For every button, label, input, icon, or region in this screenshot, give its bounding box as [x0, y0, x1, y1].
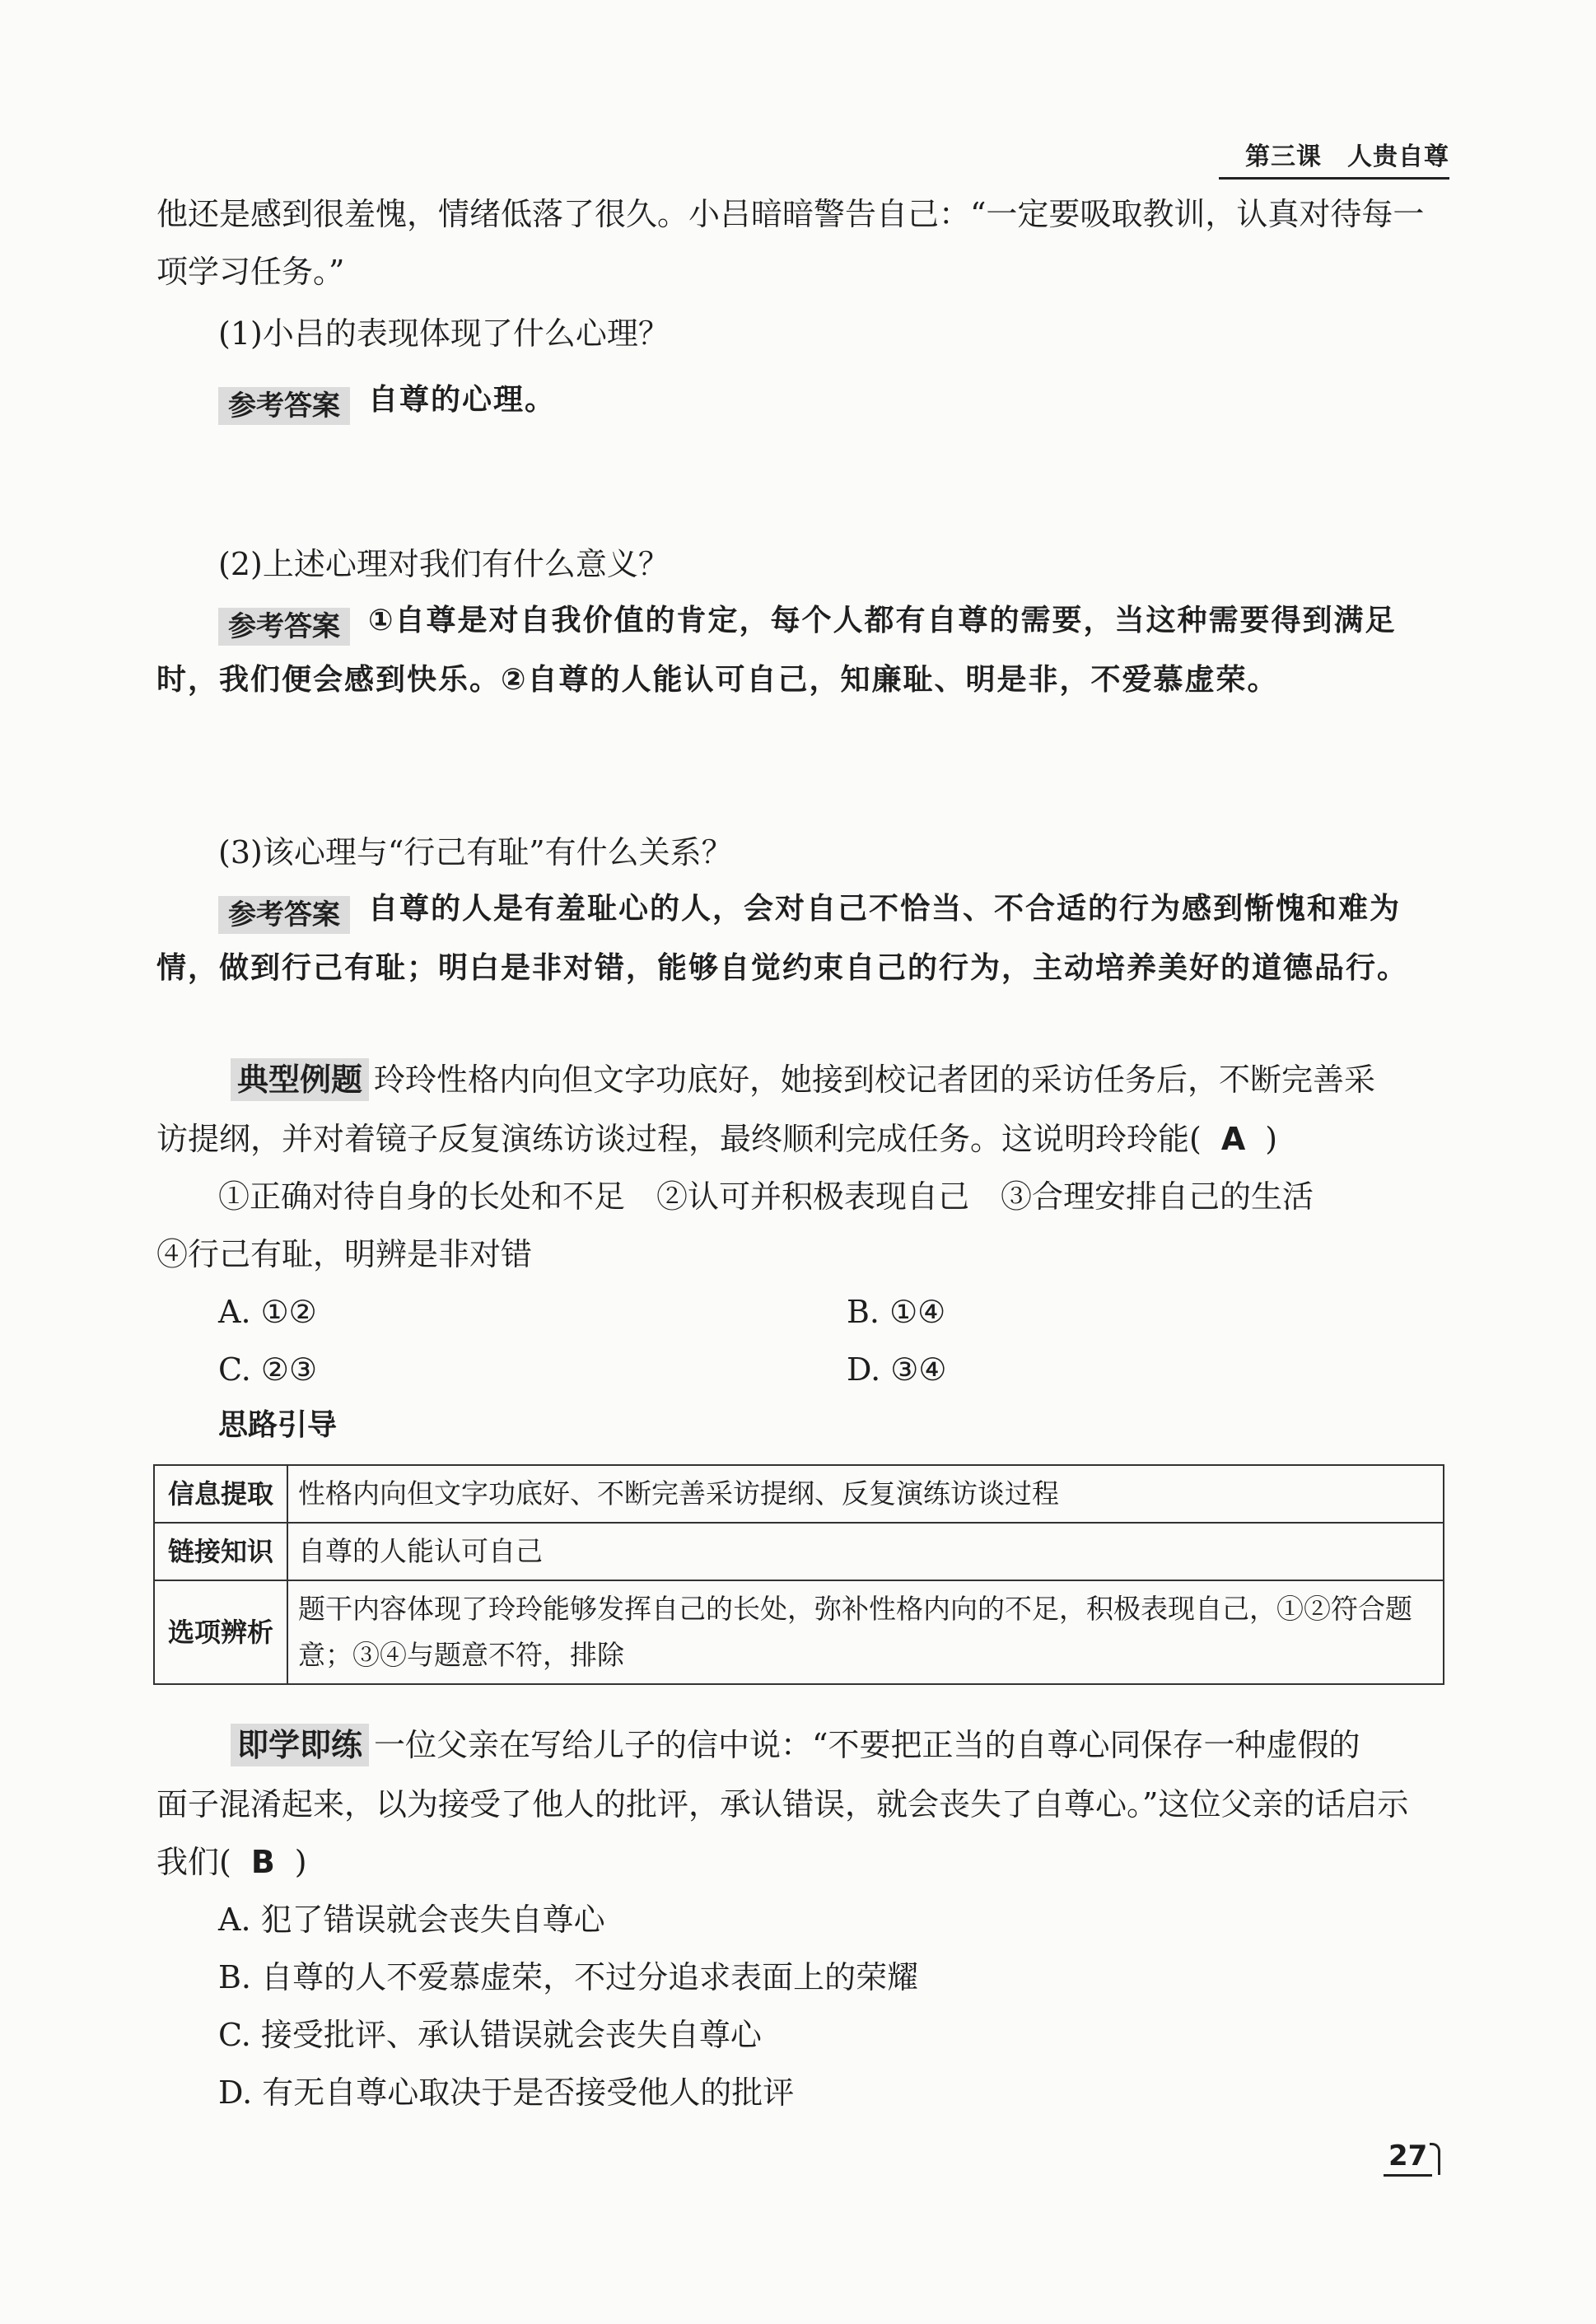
page-number-bracket-icon — [1430, 2143, 1440, 2175]
practice-text-1: 一位父亲在写给儿子的信中说：“不要把正当的自尊心同保存一种虚假的 — [374, 1727, 1360, 1763]
answer-label: 参考答案 — [218, 608, 350, 646]
example-line-1 — [231, 1051, 1375, 1108]
guide-value-info: 性格内向但文字功底好、不断完善采访提纲、反复演练访谈过程 — [287, 1465, 1444, 1523]
example-option-d: D. ③④ — [847, 1351, 947, 1388]
example-answer: A — [1220, 1121, 1246, 1157]
intro-line-2: 项学习任务。” — [156, 254, 345, 290]
guide-title: 思路引导 — [218, 1408, 338, 1442]
intro-line-1: 他还是感到很羞愧，情绪低落了很久。小吕暗暗警告自己：“一定要吸取教训，认真对待每一 — [156, 196, 1425, 232]
practice-label: 即学即练 — [231, 1724, 369, 1766]
practice-option-a: A. 犯了错误就会丧失自尊心 — [218, 1902, 605, 1938]
example-label: 典型例题 — [231, 1058, 369, 1101]
guide-table-wrapper — [153, 1464, 1444, 1685]
guide-key-info: 信息提取 — [154, 1465, 287, 1523]
practice-text-3: 我们( — [156, 1844, 231, 1880]
question-1: (1)小吕的表现体现了什么心理？ — [218, 315, 670, 352]
answer-3-line-2: 情，做到行己有耻；明白是非对错，能够自觉约束自己的行为，主动培养美好的道德品行。 — [156, 951, 1409, 985]
answer-2-line-1: ①自尊是对自我价值的肯定，每个人都有自尊的需要，当这种需要得到满足 — [368, 604, 1397, 637]
answer-label: 参考答案 — [218, 387, 350, 425]
guide-key-link: 链接知识 — [154, 1523, 287, 1580]
example-statements-1: ①正确对待自身的长处和不足 ②认可并积极表现自己 ③合理安排自己的生活 — [218, 1178, 1314, 1215]
table-row — [154, 1523, 1444, 1580]
answer-1 — [218, 371, 556, 430]
practice-option-b: B. 自尊的人不爱慕虚荣，不过分追求表面上的荣耀 — [218, 1959, 919, 1995]
answer-3 — [218, 880, 1470, 939]
practice-line-1 — [231, 1716, 1360, 1774]
practice-close-paren: ) — [294, 1844, 307, 1880]
guide-table — [153, 1464, 1444, 1685]
guide-value-link: 自尊的人能认可自己 — [287, 1523, 1444, 1580]
intro-paragraph — [156, 185, 1458, 301]
question-3: (3)该心理与“行己有耻”有什么关系？ — [218, 834, 733, 870]
practice-line-2: 面子混淆起来，以为接受了他人的批评，承认错误，就会丧失了自尊心。”这位父亲的话启示 — [156, 1786, 1409, 1822]
practice-option-c: C. 接受批评、承认错误就会丧失自尊心 — [218, 2017, 762, 2053]
example-close-paren: ) — [1265, 1121, 1278, 1157]
answer-1-text: 自尊的心理。 — [368, 383, 557, 417]
answer-2-line-2: 时，我们便会感到快乐。②自尊的人能认可自己，知廉耻、明是非，不爱慕虚荣。 — [156, 663, 1279, 697]
example-line-2 — [156, 1110, 1277, 1168]
example-option-c: C. ②③ — [218, 1351, 318, 1388]
example-option-a: A. ①② — [218, 1294, 317, 1330]
answer-2 — [218, 591, 1470, 651]
example-text-2: 访提纲，并对着镜子反复演练访谈过程，最终顺利完成任务。这说明玲玲能( — [156, 1121, 1202, 1157]
guide-key-analysis: 选项辨析 — [154, 1580, 287, 1684]
page-number: 27 — [1384, 2140, 1432, 2177]
answer-3-line-1: 自尊的人是有羞耻心的人，会对自己不恰当、不合适的行为感到惭愧和难为 — [368, 892, 1402, 926]
example-text-1: 玲玲性格内向但文字功底好，她接到校记者团的采访任务后，不断完善采 — [374, 1062, 1376, 1098]
example-option-b: B. ①④ — [847, 1294, 946, 1330]
guide-value-analysis: 题干内容体现了玲玲能够发挥自己的长处，弥补性格内向的不足，积极表现自己，①②符合题意；③④与题意不符，排除 — [287, 1580, 1444, 1684]
example-statements-2: ④行己有耻，明辨是非对错 — [156, 1236, 533, 1272]
practice-line-3 — [156, 1833, 307, 1891]
chapter-header: 第三课 人贵自尊 — [1219, 136, 1449, 180]
question-2: (2)上述心理对我们有什么意义？ — [218, 546, 670, 582]
practice-answer: B — [250, 1844, 275, 1880]
table-row — [154, 1465, 1444, 1523]
table-row — [154, 1580, 1444, 1684]
answer-label: 参考答案 — [218, 896, 350, 934]
practice-option-d: D. 有无自尊心取决于是否接受他人的批评 — [218, 2074, 795, 2111]
